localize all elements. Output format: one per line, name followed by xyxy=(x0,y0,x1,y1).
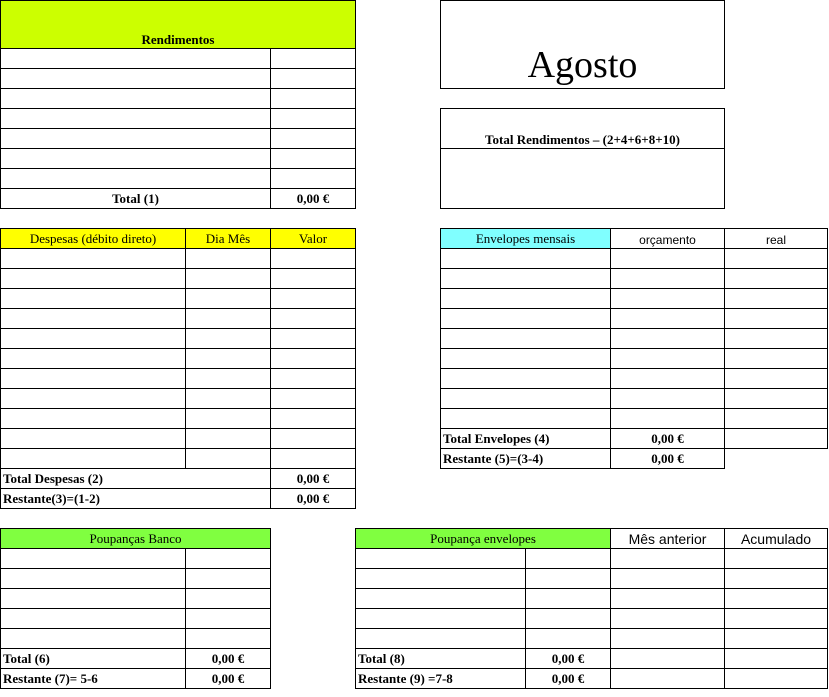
despesas-header-valor: Valor xyxy=(270,228,356,249)
envelopes-row-cell[interactable] xyxy=(724,288,828,309)
poupanca-envelopes-row-cell[interactable] xyxy=(724,628,828,649)
poupanca-envelopes-row-cell[interactable] xyxy=(525,588,611,609)
poupanca-envelopes-row-cell[interactable] xyxy=(525,608,611,629)
despesas-row-cell[interactable] xyxy=(185,368,271,389)
despesas-row-cell[interactable] xyxy=(0,248,186,269)
envelopes-header-real: real xyxy=(724,228,828,249)
rendimentos-row-cell[interactable] xyxy=(0,168,271,189)
envelopes-row-cell[interactable] xyxy=(610,288,725,309)
envelopes-restante-label: Restante (5)=(3-4) xyxy=(440,448,611,469)
envelopes-row-cell[interactable] xyxy=(440,368,611,389)
despesas-row-cell[interactable] xyxy=(270,248,356,269)
envelopes-row-cell[interactable] xyxy=(610,328,725,349)
despesas-row-cell[interactable] xyxy=(0,368,186,389)
poupanca-envelopes-total-label: Total (8) xyxy=(355,648,526,669)
poupancas-banco-row-cell[interactable] xyxy=(0,608,186,629)
despesas-row-cell[interactable] xyxy=(270,348,356,369)
envelopes-row-cell[interactable] xyxy=(440,268,611,289)
envelopes-row-cell[interactable] xyxy=(724,268,828,289)
rendimentos-section xyxy=(0,0,356,209)
rendimentos-header xyxy=(0,0,356,49)
total-rendimentos-box xyxy=(440,108,725,209)
despesas-row-cell[interactable] xyxy=(0,288,186,309)
envelopes-header-title: Envelopes mensais xyxy=(440,228,611,249)
rendimentos-row-cell[interactable] xyxy=(270,48,356,69)
poupanca-envelopes-row-cell[interactable] xyxy=(355,588,526,609)
rendimentos-row-cell[interactable] xyxy=(270,108,356,129)
despesas-row-cell[interactable] xyxy=(185,288,271,309)
poupanca-envelopes-row-cell[interactable] xyxy=(610,628,725,649)
despesas-row-cell[interactable] xyxy=(270,308,356,329)
despesas-row-cell[interactable] xyxy=(185,308,271,329)
envelopes-total-real[interactable] xyxy=(724,428,828,449)
despesas-row-cell[interactable] xyxy=(270,448,356,469)
rendimentos-row-cell[interactable] xyxy=(0,48,271,69)
rendimentos-row-cell[interactable] xyxy=(0,88,271,109)
poupancas-banco-restante-label: Restante (7)= 5-6 xyxy=(0,668,186,689)
poupanca-envelopes-restante-value[interactable]: 0,00 € xyxy=(525,668,611,689)
envelopes-total-label: Total Envelopes (4) xyxy=(440,428,611,449)
poupanca-envelopes-row-cell[interactable] xyxy=(724,588,828,609)
despesas-row-cell[interactable] xyxy=(185,408,271,429)
poupanca-envelopes-row-cell[interactable] xyxy=(525,628,611,649)
poupanca-envelopes-row-cell[interactable] xyxy=(610,568,725,589)
rendimentos-row-cell[interactable] xyxy=(270,68,356,89)
rendimentos-row-cell[interactable] xyxy=(0,108,271,129)
despesas-row-cell[interactable] xyxy=(0,308,186,329)
poupanca-envelopes-total-acumulado[interactable] xyxy=(724,648,828,669)
poupanca-envelopes-row-cell[interactable] xyxy=(724,548,828,569)
rendimentos-row-cell[interactable] xyxy=(270,148,356,169)
poupancas-banco-row-cell[interactable] xyxy=(185,588,271,609)
poupancas-banco-total-value[interactable]: 0,00 € xyxy=(185,648,271,669)
poupancas-banco-total-label: Total (6) xyxy=(0,648,186,669)
total-rendimentos-header xyxy=(441,109,724,149)
envelopes-row-cell[interactable] xyxy=(724,328,828,349)
poupancas-banco-row-cell[interactable] xyxy=(185,628,271,649)
despesas-row-cell[interactable] xyxy=(270,428,356,449)
poupanca-envelopes-row-cell[interactable] xyxy=(525,568,611,589)
despesas-restante-label: Restante(3)=(1-2) xyxy=(0,488,271,509)
poupancas-banco-row-cell[interactable] xyxy=(0,568,186,589)
rendimentos-row-cell[interactable] xyxy=(270,168,356,189)
despesas-row-cell[interactable] xyxy=(270,328,356,349)
despesas-row-cell[interactable] xyxy=(270,408,356,429)
poupanca-envelopes-restante-acumulado[interactable] xyxy=(724,668,828,689)
envelopes-header-orcamento: orçamento xyxy=(610,228,725,249)
poupancas-banco-row-cell[interactable] xyxy=(0,548,186,569)
rendimentos-title: Rendimentos xyxy=(141,32,215,47)
envelopes-row-cell[interactable] xyxy=(440,248,611,269)
poupanca-envelopes-row-cell[interactable] xyxy=(355,628,526,649)
despesas-header-description: Despesas (débito direto) xyxy=(0,228,186,249)
despesas-header-dia: Dia Mês xyxy=(185,228,271,249)
poupanca-envelopes-row-cell[interactable] xyxy=(355,608,526,629)
poupanca-envelopes-row-cell[interactable] xyxy=(724,608,828,629)
envelopes-row-cell[interactable] xyxy=(724,308,828,329)
poupancas-banco-table xyxy=(0,528,271,689)
despesas-row-cell[interactable] xyxy=(185,448,271,469)
envelopes-row-cell[interactable] xyxy=(724,388,828,409)
month-title-box xyxy=(440,0,725,89)
despesas-row-cell[interactable] xyxy=(185,328,271,349)
envelopes-row-cell[interactable] xyxy=(440,388,611,409)
poupanca-envelopes-restante-label: Restante (9) =7-8 xyxy=(355,668,526,689)
envelopes-row-cell[interactable] xyxy=(610,408,725,429)
poupancas-banco-row-cell[interactable] xyxy=(185,568,271,589)
rendimentos-row-cell[interactable] xyxy=(0,128,271,149)
despesas-row-cell[interactable] xyxy=(270,368,356,389)
poupancas-banco-header xyxy=(0,528,271,549)
envelopes-total-value[interactable]: 0,00 € xyxy=(610,428,725,449)
poupancas-banco-row-cell[interactable] xyxy=(0,588,186,609)
poupanca-envelopes-row-cell[interactable] xyxy=(610,608,725,629)
envelopes-row-cell[interactable] xyxy=(610,348,725,369)
despesas-row-cell[interactable] xyxy=(270,268,356,289)
despesas-row-cell[interactable] xyxy=(0,408,186,429)
despesas-row-cell[interactable] xyxy=(185,388,271,409)
poupanca-envelopes-header-acumulado: Acumulado xyxy=(724,528,828,549)
total-rendimentos-title: Total Rendimentos – (2+4+6+8+10) xyxy=(485,132,680,147)
despesas-row-cell[interactable] xyxy=(185,248,271,269)
envelopes-restante-value[interactable]: 0,00 € xyxy=(610,448,725,469)
despesas-total-label: Total Despesas (2) xyxy=(0,468,271,489)
poupancas-banco-row-cell[interactable] xyxy=(0,628,186,649)
poupancas-banco-row-cell[interactable] xyxy=(185,548,271,569)
poupanca-envelopes-row-cell[interactable] xyxy=(610,548,725,569)
poupancas-banco-row-cell[interactable] xyxy=(185,608,271,629)
poupanca-envelopes-row-cell[interactable] xyxy=(610,588,725,609)
poupanca-envelopes-total-mes-anterior[interactable] xyxy=(610,648,725,669)
envelopes-row-cell[interactable] xyxy=(610,308,725,329)
despesas-total-value[interactable]: 0,00 € xyxy=(270,468,356,489)
month-title: Agosto xyxy=(527,44,638,86)
poupanca-envelopes-header xyxy=(355,528,611,549)
despesas-row-cell[interactable] xyxy=(0,348,186,369)
envelopes-row-cell[interactable] xyxy=(440,308,611,329)
envelopes-row-cell[interactable] xyxy=(724,248,828,269)
poupanca-envelopes-title: Poupança envelopes xyxy=(430,531,536,546)
despesas-row-cell[interactable] xyxy=(185,268,271,289)
envelopes-row-cell[interactable] xyxy=(724,408,828,429)
despesas-row-cell[interactable] xyxy=(0,428,186,449)
despesas-row-cell[interactable] xyxy=(0,268,186,289)
envelopes-row-cell[interactable] xyxy=(440,328,611,349)
envelopes-row-cell[interactable] xyxy=(724,368,828,389)
despesas-row-cell[interactable] xyxy=(270,388,356,409)
poupanca-envelopes-row-cell[interactable] xyxy=(355,568,526,589)
poupanca-envelopes-restante-mes-anterior[interactable] xyxy=(610,668,725,689)
poupanca-envelopes-total-value[interactable]: 0,00 € xyxy=(525,648,611,669)
envelopes-row-cell[interactable] xyxy=(610,368,725,389)
envelopes-row-cell[interactable] xyxy=(724,348,828,369)
despesas-table xyxy=(0,228,356,509)
despesas-row-cell[interactable] xyxy=(185,428,271,449)
poupanca-envelopes-row-cell[interactable] xyxy=(525,548,611,569)
despesas-row-cell[interactable] xyxy=(0,388,186,409)
despesas-row-cell[interactable] xyxy=(185,348,271,369)
envelopes-row-cell[interactable] xyxy=(440,288,611,309)
despesas-row-cell[interactable] xyxy=(0,328,186,349)
poupanca-envelopes-table xyxy=(355,528,828,689)
rendimentos-row-cell[interactable] xyxy=(0,148,271,169)
despesas-row-cell[interactable] xyxy=(0,448,186,469)
despesas-restante-value[interactable]: 0,00 € xyxy=(270,488,356,509)
envelopes-row-cell[interactable] xyxy=(610,248,725,269)
rendimentos-total-value[interactable]: 0,00 € xyxy=(270,188,356,209)
envelopes-row-cell[interactable] xyxy=(440,408,611,429)
envelopes-row-cell[interactable] xyxy=(610,268,725,289)
poupanca-envelopes-row-cell[interactable] xyxy=(724,568,828,589)
rendimentos-row-cell[interactable] xyxy=(270,128,356,149)
rendimentos-row-cell[interactable] xyxy=(0,68,271,89)
envelopes-row-cell[interactable] xyxy=(610,388,725,409)
envelopes-row-cell[interactable] xyxy=(440,348,611,369)
despesas-row-cell[interactable] xyxy=(270,288,356,309)
poupanca-envelopes-row-cell[interactable] xyxy=(355,548,526,569)
rendimentos-total-label: Total (1) xyxy=(0,188,271,209)
rendimentos-row-cell[interactable] xyxy=(270,88,356,109)
poupanca-envelopes-header-mes-anterior: Mês anterior xyxy=(610,528,725,549)
poupancas-banco-restante-value[interactable]: 0,00 € xyxy=(185,668,271,689)
poupancas-banco-title: Poupanças Banco xyxy=(89,531,182,546)
envelopes-table xyxy=(440,228,828,469)
